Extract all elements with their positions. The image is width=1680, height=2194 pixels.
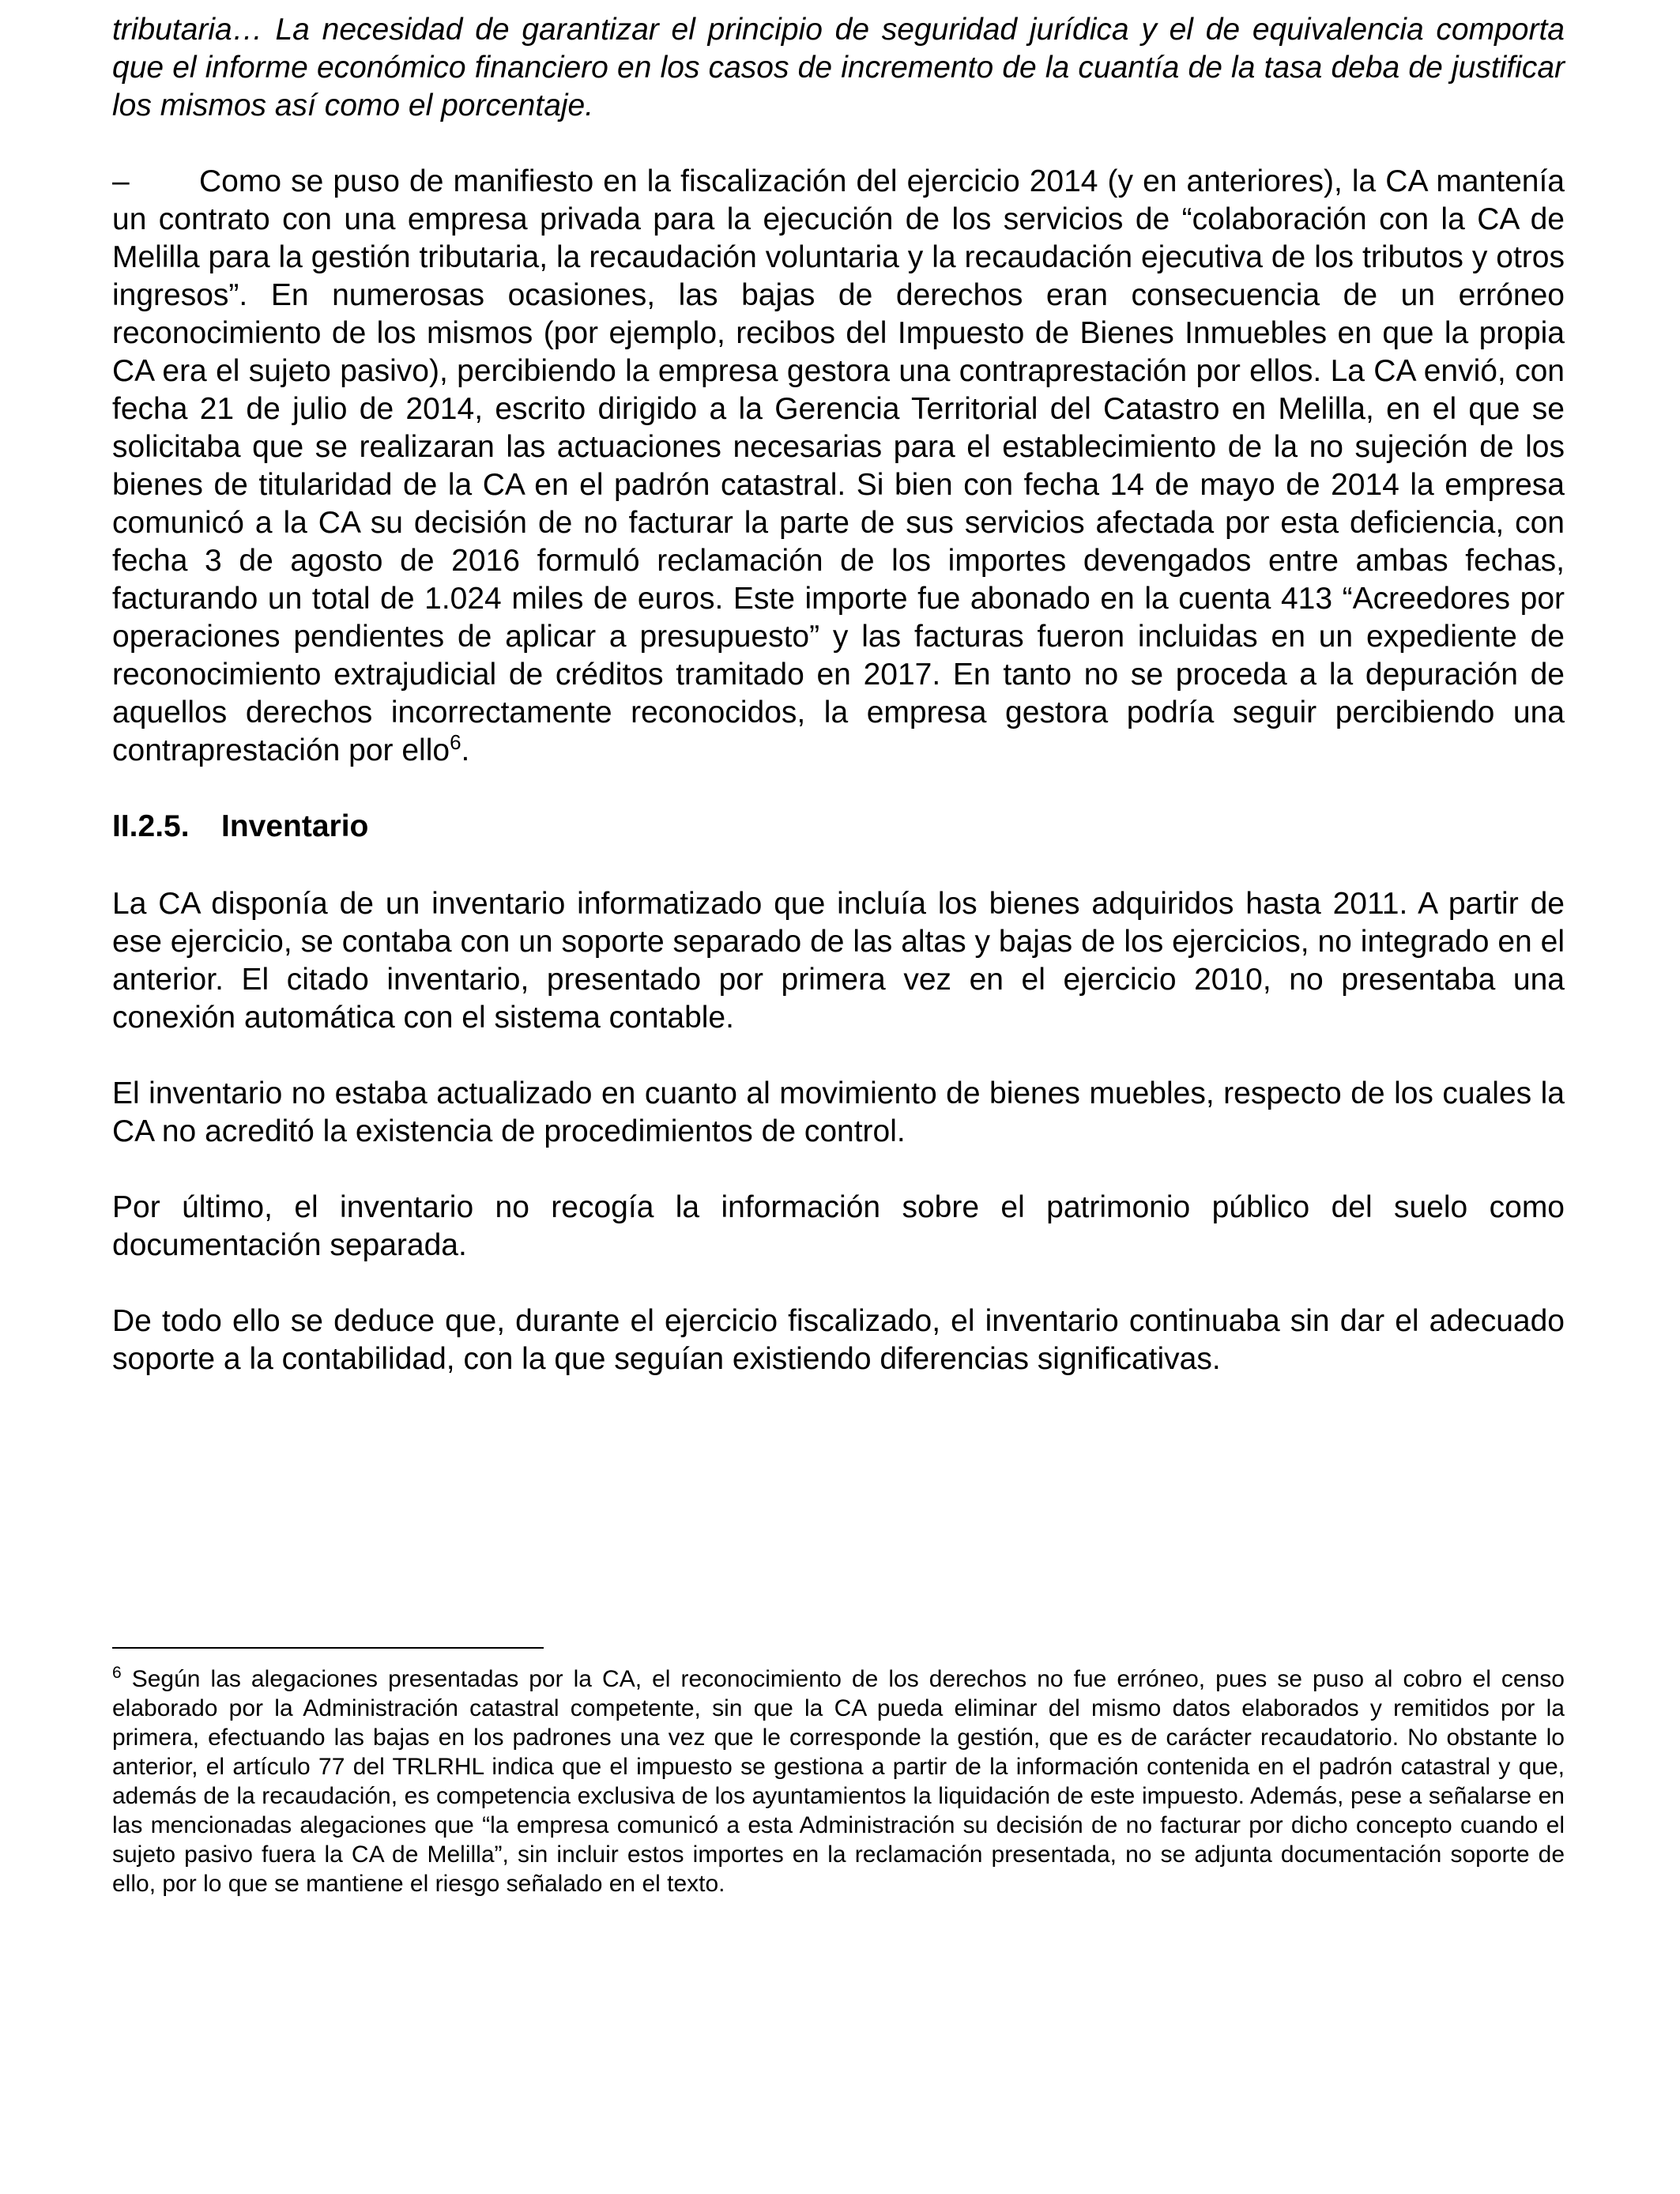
document-page xyxy=(112,11,1565,1378)
footnote xyxy=(112,1664,1565,1898)
footnote-reference[interactable]: 6 xyxy=(450,730,461,754)
body-paragraph: De todo ello se deduce que, durante el ejercicio fiscalizado, el inventario continuaba sin dar el adecuado soporte a la contabilidad, con la que seguían existiendo diferencias significativas. xyxy=(112,1304,1565,1376)
footnote-number: 6 xyxy=(112,1664,122,1682)
body-paragraph: El inventario no estaba actualizado en cuanto al movimiento de bienes muebles, respecto de los cuales la CA no acreditó la existencia de procedimientos de control. xyxy=(112,1076,1565,1148)
dash-item-end: . xyxy=(461,733,470,767)
section-number: II.2.5. xyxy=(112,809,190,843)
dash-marker: – xyxy=(112,164,130,198)
footnote-separator xyxy=(112,1647,544,1649)
body-paragraph: La CA disponía de un inventario informatizado que incluía los bienes adquiridos hasta 2011. A partir de ese ejercicio, se contaba con un soporte separado de las altas y bajas de los ejercicios, no integrado en el anterior. El citado inventario, presentado por primera vez en el ejercicio 2010, no presentaba una conexión automática con el sistema contable. xyxy=(112,887,1565,1035)
section-title: Inventario xyxy=(221,809,369,843)
dash-item-text: Como se puso de manifiesto en la fiscalización del ejercicio 2014 (y en anteriores), la CA mantenía un contrato con una empresa privada para la ejecución de los servicios de “colaboración con la CA de Melilla para la gestión tributaria, la recaudación voluntaria y la recaudación ejecutiva de los tributos y otros ingresos”. En numerosas ocasiones, las bajas de derechos eran consecuencia de un erróneo reconocimiento de los mismos (por ejemplo, recibos del Impuesto de Bienes Inmuebles en que la propia CA era el sujeto pasivo), percibiendo la empresa gestora una contraprestación por ellos. La CA envió, con fecha 21 de julio de 2014, escrito dirigido a la Gerencia Territorial del Catastro en Melilla, en el que se solicitaba que se realizaran las actuaciones necesarias para el establecimiento de la no sujeción de los bienes de titularidad de la CA en el padrón catastral. Si bien con fecha 14 de mayo de 2014 la empresa comunicó a la CA su decisión de no facturar la parte de sus servicios afectada por esta deficiencia, con fecha 3 de agosto de 2016 formuló reclamación de los importes devengados entre ambas fechas, facturando un total de 1.024 miles de euros. Este importe fue abonado en la cuenta 413 “Acreedores por operaciones pendientes de aplicar a presupuesto” y las facturas fueron incluidas en un expediente de reconocimiento extrajudicial de créditos tramitado en 2017. En tanto no se proceda a la depuración de aquellos derechos incorrectamente reconocidos, la empresa gestora podría seguir percibiendo una contraprestación por ello xyxy=(112,164,1565,767)
footnote-text: Según las alegaciones presentadas por la CA, el reconocimiento de los derechos no fue erróneo, pues se puso al cobro el censo elaborado por la Administración catastral competente, sin que la CA pueda eliminar del mismo datos elaborados y remitidos por la primera, efectuando las bajas en los padrones una vez que le corresponde la gestión, que es de carácter recaudatorio. No obstante lo anterior, el artículo 77 del TRLRHL indica que el impuesto se gestiona a partir de la información contenida en el padrón catastral y que, además de la recaudación, es competencia exclusiva de los ayuntamientos la liquidación de este impuesto. Además, pese a señalarse en las mencionadas alegaciones que “la empresa comunicó a esta Administración su decisión de no facturar por dicho concepto cuando el sujeto pasivo fuera la CA de Melilla”, sin incluir estos importes en la reclamación presentada, no se adjunta documentación soporte de ello, por lo que se mantiene el riesgo señalado en el texto. xyxy=(112,1666,1565,1897)
dash-list-item xyxy=(112,163,1565,770)
section-heading xyxy=(112,808,1565,846)
body-paragraph: Por último, el inventario no recogía la información sobre el patrimonio público del suelo como documentación separada. xyxy=(112,1190,1565,1262)
intro-italic-paragraph: tributaria… La necesidad de garantizar el principio de seguridad jurídica y el de equivalencia comporta que el informe económico financiero en los casos de incremento de la cuantía de la tasa deba de justificar los mismos así como el porcentaje. xyxy=(112,13,1565,123)
